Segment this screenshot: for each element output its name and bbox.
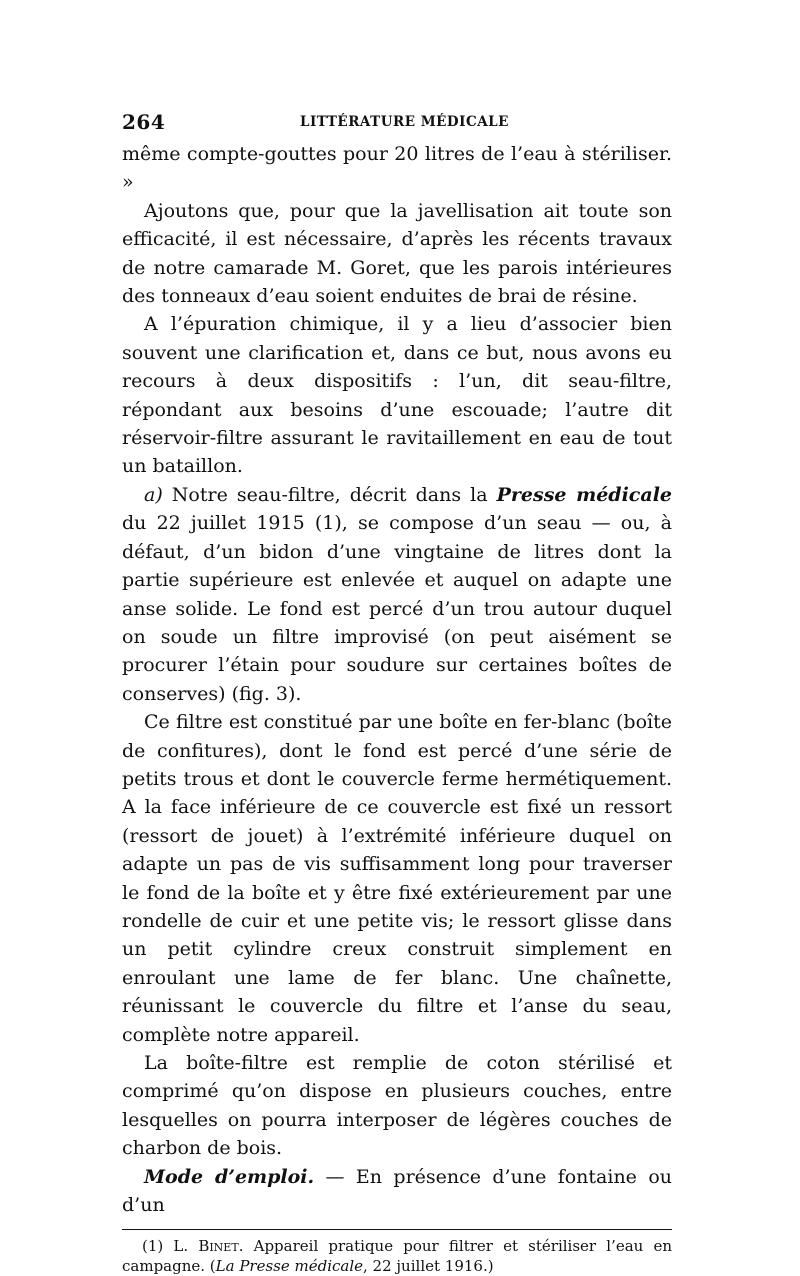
page-number: 264 xyxy=(122,110,166,134)
paragraph-4-post: du 22 juillet 1915 (1), se compose d’un seau — ou, à défaut, d’un bidon d’une vingtaine de litres dont la partie supérieure est enlevée et auquel on adapte une anse solide. Le fond est percé d’un trou autour duquel on soude un filtre improvisé (on peut aisément se procurer l’étain pour soudure sur certaines boîtes de conserves) (fig. 3). xyxy=(122,512,672,705)
paragraph-7 xyxy=(122,1163,672,1220)
footnote-text-post: , 22 juillet 1916.) xyxy=(363,1257,494,1276)
paragraph-4-pre: Notre seau-filtre, décrit dans la xyxy=(162,483,497,506)
paragraph-3: A l’épuration chimique, il y a lieu d’associer bien souvent une clarification et, dans ce but, nous avons eu recours à deux dispositifs : l’un, dit seau-filtre, répondant aux besoins d’une escouade; l’autre dit réservoir-filtre assurant le ravitaillement en eau de tout un bataillon. xyxy=(122,313,672,478)
footnote-marker: (1) L. xyxy=(142,1237,199,1256)
paragraph-2: Ajoutons que, pour que la javellisation ait toute son efficacité, il est nécessaire, d’après les récents travaux de notre camarade M. Goret, que les parois intérieures des tonneaux d’eau soient enduites de brai de résine. xyxy=(122,199,672,308)
paragraph-4-journal: Presse médicale xyxy=(496,483,672,506)
paragraph-6: La boîte-filtre est remplie de coton stérilisé et comprimé qu’on dispose en plusieurs couches, entre lesquelles on pourra interposer de légères couches de charbon de bois. xyxy=(122,1052,672,1160)
mode-emploi-heading: Mode d’emploi. xyxy=(144,1165,315,1188)
paragraph-5: Ce filtre est constitué par une boîte en fer-blanc (boîte de confitures), dont le fond est percé d’une série de petits trous et dont le couvercle ferme hermétiquement. A la face inférieure de ce couvercle est fixé un ressort (ressort de jouet) à l’extrémité inférieure duquel on adapte un pas de vis suffisamment long pour traverser le fond de la boîte et y être fixé extérieurement par une rondelle de cuir et une petite vis; le ressort glisse dans un petit cylindre creux construit simplement en enroulant une lame de fer blanc. Une chaînette, réunissant le couvercle du filtre et l’anse du seau, complète notre appareil. xyxy=(122,711,672,1046)
paragraph-1: même compte-gouttes pour 20 litres de l’eau à stériliser. » xyxy=(122,143,672,194)
paragraph-4-label: a) xyxy=(144,483,163,506)
footnote-journal: La Presse médicale xyxy=(215,1257,364,1276)
footnote xyxy=(122,1236,672,1276)
footnote-rule xyxy=(122,1229,672,1230)
running-head xyxy=(122,110,672,140)
footnote-author: Binet xyxy=(198,1237,239,1256)
paragraph-4 xyxy=(122,481,672,708)
running-title: LITTÉRATURE MÉDICALE xyxy=(300,114,509,130)
body-text xyxy=(122,140,672,1219)
document-page xyxy=(122,110,672,1276)
footnote-text-pre: . Appareil pratique pour filtrer et stériliser l’eau en campagne. ( xyxy=(122,1237,672,1276)
paragraph-7-text: — En présence d’une fontaine ou d’un xyxy=(122,1165,672,1217)
